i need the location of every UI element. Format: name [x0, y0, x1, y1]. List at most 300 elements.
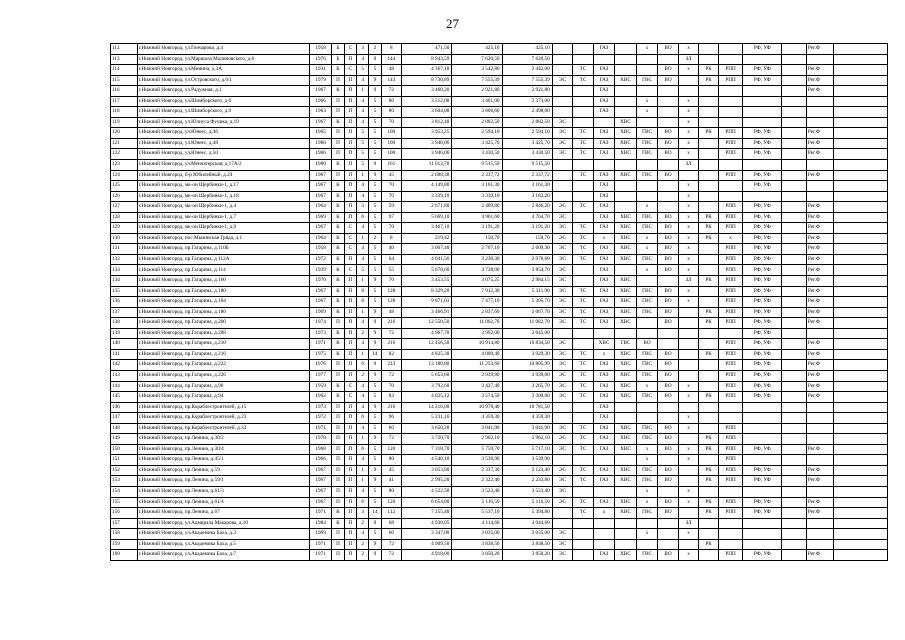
- table-cell: ВО: [658, 423, 679, 434]
- table-cell: К: [332, 86, 344, 97]
- table-cell: 3 161,30: [452, 181, 502, 192]
- table-cell: 4: [356, 455, 368, 466]
- table-cell: 7 555,39: [502, 75, 552, 86]
- table-cell: 1973: [309, 402, 332, 413]
- table-cell: [573, 265, 594, 276]
- table-cell: х: [678, 181, 699, 192]
- table-cell: 70: [381, 117, 402, 128]
- table-cell: 5 305,70: [502, 297, 552, 308]
- row-number-cell: 135: [111, 286, 138, 297]
- table-cell: [743, 434, 782, 445]
- table-cell: [833, 434, 887, 445]
- table-cell: [833, 138, 887, 149]
- table-cell: ГВС: [636, 423, 658, 434]
- table-row: [111, 286, 888, 297]
- table-cell: [743, 413, 782, 424]
- table-cell: Рег.Ф: [806, 349, 833, 360]
- table-row: [111, 149, 888, 160]
- table-cell: РПП: [718, 370, 743, 381]
- table-cell: [782, 318, 807, 329]
- table-cell: [806, 54, 833, 65]
- table-cell: 471,50: [402, 44, 452, 55]
- table-cell: 1965: [309, 128, 332, 139]
- table-row: [111, 413, 888, 424]
- table-cell: [573, 54, 594, 65]
- row-number-cell: 136: [111, 297, 138, 308]
- table-cell: РПП: [718, 149, 743, 160]
- table-cell: РПП: [718, 497, 743, 508]
- table-cell: [615, 181, 637, 192]
- table-cell: П: [344, 423, 356, 434]
- table-cell: 3 347,00: [402, 529, 452, 540]
- table-row: [111, 170, 888, 181]
- row-number-cell: 124: [111, 170, 138, 181]
- table-cell: 72: [381, 539, 402, 550]
- table-cell: П: [344, 128, 356, 139]
- table-cell: [782, 286, 807, 297]
- table-cell: 5: [369, 191, 381, 202]
- table-cell: ТС: [573, 381, 594, 392]
- address-cell: г.Нижний Новгород, пр.Ленина, д.30/4: [137, 444, 309, 455]
- table-cell: ХВС: [615, 434, 637, 445]
- table-cell: 4: [356, 423, 368, 434]
- table-cell: ХВС: [615, 297, 637, 308]
- table-cell: [782, 54, 807, 65]
- table-cell: 5: [369, 117, 381, 128]
- table-cell: РПП: [718, 223, 743, 234]
- table-cell: 1966: [309, 96, 332, 107]
- address-cell: г.Нижний Новгород, мк-он Щербинки-1, д.7: [137, 212, 309, 223]
- table-cell: [636, 65, 658, 76]
- address-cell: г.Нижний Новгород, пр.Гагарина, д.110Б: [137, 244, 309, 255]
- row-number-cell: 125: [111, 181, 138, 192]
- table-cell: Рег.Ф: [806, 254, 833, 265]
- table-cell: [658, 402, 679, 413]
- row-number-cell: 133: [111, 265, 138, 276]
- table-cell: П: [332, 529, 344, 540]
- address-cell: г.Нижний Новгород, пр.Гагарина, д.210: [137, 339, 309, 350]
- table-cell: ГАЗ: [593, 402, 615, 413]
- table-cell: 100: [381, 138, 402, 149]
- table-cell: [615, 65, 637, 76]
- address-cell: г.Нижний Новгород, ул.Шимборского, д.9: [137, 107, 309, 118]
- table-cell: 3 339,10: [452, 191, 502, 202]
- table-cell: П: [344, 413, 356, 424]
- table-cell: 48: [381, 307, 402, 318]
- table-cell: [636, 518, 658, 529]
- table-cell: Рег.Ф: [806, 86, 833, 97]
- address-cell: г.Нижний Новгород, пр.Гагарина, д.180: [137, 286, 309, 297]
- table-cell: ВО: [658, 297, 679, 308]
- table-cell: ГВС: [636, 550, 658, 561]
- table-cell: 80: [381, 107, 402, 118]
- table-cell: 1967: [309, 86, 332, 97]
- table-cell: Рег.Ф: [806, 286, 833, 297]
- table-cell: 1966: [309, 138, 332, 149]
- table-cell: [699, 455, 718, 466]
- table-cell: [658, 86, 679, 97]
- table-cell: РК: [699, 65, 718, 76]
- table-cell: 4 367,10: [402, 65, 452, 76]
- table-cell: ЭС: [552, 75, 573, 86]
- row-number-cell: 145: [111, 392, 138, 403]
- table-cell: х: [636, 486, 658, 497]
- table-cell: 3 191,20: [452, 223, 502, 234]
- table-cell: 11 002,70: [452, 318, 502, 329]
- table-cell: [718, 539, 743, 550]
- table-cell: 9: [369, 518, 381, 529]
- table-cell: 3 161,30: [502, 181, 552, 192]
- table-cell: 4: [356, 191, 368, 202]
- table-cell: Рег.Ф: [806, 550, 833, 561]
- table-cell: ГВС: [615, 339, 637, 350]
- table-row: [111, 434, 888, 445]
- table-cell: РПП: [718, 423, 743, 434]
- table-cell: ВО: [658, 349, 679, 360]
- table-cell: [699, 86, 718, 97]
- table-cell: х: [678, 128, 699, 139]
- table-cell: 1964: [309, 202, 332, 213]
- table-cell: х: [593, 508, 615, 519]
- row-number-cell: 148: [111, 423, 138, 434]
- table-cell: ХВС: [615, 170, 637, 181]
- table-cell: Б: [332, 54, 344, 65]
- table-cell: [806, 529, 833, 540]
- table-cell: ГАЗ: [593, 476, 615, 487]
- table-cell: [636, 413, 658, 424]
- table-cell: П: [344, 455, 356, 466]
- table-cell: [833, 518, 887, 529]
- table-cell: [573, 86, 594, 97]
- address-cell: г.Нижний Новгород, пр.Гагарина, д.112А: [137, 254, 309, 265]
- table-cell: 2 688,38: [402, 170, 452, 181]
- table-cell: 3 453,55: [402, 276, 452, 287]
- address-cell: г.Нижний Новгород, ул.Юнеес, д.50: [137, 149, 309, 160]
- table-cell: 1958: [309, 244, 332, 255]
- table-cell: ЭС: [552, 138, 573, 149]
- table-cell: [718, 181, 743, 192]
- table-cell: [782, 497, 807, 508]
- table-cell: К: [332, 202, 344, 213]
- table-cell: ГВС: [636, 360, 658, 371]
- table-cell: ХВС: [615, 286, 637, 297]
- table-cell: [699, 381, 718, 392]
- table-cell: [552, 191, 573, 202]
- table-cell: [658, 117, 679, 128]
- table-cell: П: [344, 75, 356, 86]
- table-cell: РФ, УФ: [743, 476, 782, 487]
- table-cell: [782, 413, 807, 424]
- table-cell: 2: [356, 370, 368, 381]
- table-cell: [833, 497, 887, 508]
- table-cell: С: [344, 381, 356, 392]
- table-cell: [699, 529, 718, 540]
- table-cell: [615, 96, 637, 107]
- table-cell: ХВС: [615, 476, 637, 487]
- table-cell: [782, 138, 807, 149]
- table-cell: 8 943,59: [402, 54, 452, 65]
- table-cell: ГВС: [636, 75, 658, 86]
- table-cell: 3 035,00: [452, 529, 502, 540]
- table-cell: Рег.Ф: [806, 339, 833, 350]
- table-cell: 4: [356, 244, 368, 255]
- table-cell: ТС: [573, 297, 594, 308]
- table-cell: 1: [356, 434, 368, 445]
- table-cell: ЭС: [552, 128, 573, 139]
- table-cell: ВО: [658, 212, 679, 223]
- table-cell: 128: [381, 286, 402, 297]
- table-cell: [782, 170, 807, 181]
- table-cell: 4 909,50: [402, 539, 452, 550]
- table-cell: П: [344, 529, 356, 540]
- table-cell: х: [678, 486, 699, 497]
- table-cell: ВО: [658, 381, 679, 392]
- table-cell: [782, 360, 807, 371]
- table-cell: П: [332, 128, 344, 139]
- table-cell: К: [332, 191, 344, 202]
- table-cell: 2 322,40: [452, 476, 502, 487]
- table-cell: 3 523,40: [452, 486, 502, 497]
- table-cell: 3 339,10: [402, 191, 452, 202]
- table-cell: 4: [356, 392, 368, 403]
- table-cell: х: [636, 497, 658, 508]
- table-cell: ВО: [658, 370, 679, 381]
- table-cell: П: [332, 486, 344, 497]
- table-cell: [573, 328, 594, 339]
- table-cell: [782, 392, 807, 403]
- table-cell: 120: [381, 497, 402, 508]
- table-cell: х: [593, 349, 615, 360]
- table-cell: [593, 328, 615, 339]
- table-cell: ВО: [658, 318, 679, 329]
- table-cell: 4 540,10: [402, 455, 452, 466]
- table-cell: 7 555,39: [452, 75, 502, 86]
- table-cell: [615, 328, 637, 339]
- table-cell: Рег.Ф: [806, 381, 833, 392]
- table-cell: 12 550,50: [402, 318, 452, 329]
- table-cell: Рег.Ф: [806, 392, 833, 403]
- table-cell: П: [344, 254, 356, 265]
- table-cell: ВО: [658, 170, 679, 181]
- table-cell: ВО: [658, 254, 679, 265]
- table-cell: С: [344, 223, 356, 234]
- table-cell: 2 707,10: [452, 244, 502, 255]
- address-cell: г.Нижний Новгород, пр.Гагарина, д.216: [137, 349, 309, 360]
- table-cell: 1979: [309, 75, 332, 86]
- table-cell: П: [344, 149, 356, 160]
- table-cell: [699, 160, 718, 171]
- table-cell: 1967: [309, 465, 332, 476]
- table-cell: х: [678, 381, 699, 392]
- table-cell: П: [332, 360, 344, 371]
- table-cell: 1: [356, 307, 368, 318]
- row-number-cell: 127: [111, 202, 138, 213]
- table-cell: [636, 191, 658, 202]
- table-cell: ЭС: [552, 149, 573, 160]
- table-cell: [743, 455, 782, 466]
- table-cell: ГАЗ: [593, 181, 615, 192]
- table-cell: 3 265,70: [502, 381, 552, 392]
- table-cell: [833, 539, 887, 550]
- table-cell: [782, 265, 807, 276]
- table-cell: ТС: [573, 149, 594, 160]
- table-cell: РФ, УФ: [743, 244, 782, 255]
- table-cell: РПП: [718, 360, 743, 371]
- table-cell: ВО: [658, 244, 679, 255]
- table-cell: [552, 455, 573, 466]
- table-cell: 1967: [309, 497, 332, 508]
- table-cell: ТС: [573, 233, 594, 244]
- table-row: [111, 86, 888, 97]
- row-number-cell: 120: [111, 128, 138, 139]
- table-cell: РК: [699, 75, 718, 86]
- table-cell: ХВС: [615, 381, 637, 392]
- table-cell: 4 967,70: [402, 328, 452, 339]
- table-cell: ГВС: [636, 476, 658, 487]
- table-cell: 128: [381, 297, 402, 308]
- table-cell: [615, 413, 637, 424]
- table-cell: [552, 107, 573, 118]
- table-cell: РПП: [718, 434, 743, 445]
- table-cell: [658, 413, 679, 424]
- table-cell: 4: [356, 96, 368, 107]
- table-cell: РК: [699, 349, 718, 360]
- table-cell: [658, 518, 679, 529]
- table-cell: ГАЗ: [593, 318, 615, 329]
- table-cell: ВО: [658, 233, 679, 244]
- table-cell: 1966: [309, 149, 332, 160]
- table-cell: 11 002,70: [502, 318, 552, 329]
- table-cell: [782, 202, 807, 213]
- table-cell: х: [678, 497, 699, 508]
- table-cell: К: [332, 244, 344, 255]
- table-cell: РФ, УФ: [743, 360, 782, 371]
- table-cell: [833, 160, 887, 171]
- table-cell: 4 149,80: [402, 181, 452, 192]
- table-cell: 2 921,80: [452, 86, 502, 97]
- table-cell: 2 921,80: [502, 86, 552, 97]
- table-cell: [833, 44, 887, 55]
- row-number-cell: 122: [111, 149, 138, 160]
- table-row: [111, 328, 888, 339]
- table-cell: ЭС: [552, 381, 573, 392]
- table-cell: [573, 160, 594, 171]
- table-cell: ВО: [658, 444, 679, 455]
- table-cell: х: [636, 455, 658, 466]
- table-cell: [743, 54, 782, 65]
- table-row: [111, 181, 888, 192]
- table-cell: Рег.Ф: [806, 318, 833, 329]
- table-cell: 5: [356, 265, 368, 276]
- table-cell: [806, 328, 833, 339]
- table-row: [111, 202, 888, 213]
- table-cell: 2 489,80: [452, 202, 502, 213]
- table-cell: ГВС: [636, 508, 658, 519]
- table-cell: ТС: [573, 138, 594, 149]
- table-cell: К: [332, 381, 344, 392]
- table-cell: [678, 476, 699, 487]
- table-cell: [573, 117, 594, 128]
- table-cell: 5: [356, 128, 368, 139]
- table-cell: [833, 402, 887, 413]
- table-cell: [782, 65, 807, 76]
- table-cell: х: [678, 297, 699, 308]
- table-cell: 5: [369, 381, 381, 392]
- address-cell: г.Нижний Новгород, ул.Менчатерская, д.17А/2: [137, 160, 309, 171]
- table-cell: П: [344, 328, 356, 339]
- table-cell: 4 522,50: [402, 486, 452, 497]
- table-cell: 5 717,10: [502, 444, 552, 455]
- table-cell: [636, 318, 658, 329]
- table-cell: РФ, УФ: [743, 223, 782, 234]
- table-cell: ВО: [658, 465, 679, 476]
- table-cell: РПП: [718, 138, 743, 149]
- table-cell: [699, 244, 718, 255]
- table-cell: [658, 529, 679, 540]
- table-cell: 80: [381, 455, 402, 466]
- table-cell: РПП: [718, 244, 743, 255]
- table-cell: РФ, УФ: [743, 212, 782, 223]
- table-cell: [636, 160, 658, 171]
- table-cell: [782, 486, 807, 497]
- table-cell: [833, 339, 887, 350]
- table-cell: [699, 96, 718, 107]
- table-cell: [636, 402, 658, 413]
- table-cell: РПП: [718, 550, 743, 561]
- table-cell: 1970: [309, 434, 332, 445]
- table-cell: [718, 413, 743, 424]
- table-cell: 9: [369, 339, 381, 350]
- address-cell: г.Нижний Новгород, б-р Юбилейный, д.24: [137, 170, 309, 181]
- table-cell: 5: [369, 223, 381, 234]
- table-cell: 4 359,30: [502, 413, 552, 424]
- table-cell: РК: [699, 223, 718, 234]
- table-cell: ЭС: [552, 349, 573, 360]
- table-cell: [782, 223, 807, 234]
- table-cell: 1977: [309, 370, 332, 381]
- table-cell: 5: [369, 138, 381, 149]
- table-cell: Б: [332, 44, 344, 55]
- table-cell: 70: [381, 181, 402, 192]
- table-cell: ГАЗ: [593, 444, 615, 455]
- table-cell: П: [344, 349, 356, 360]
- table-cell: 3 939,80: [452, 370, 502, 381]
- table-row: [111, 486, 888, 497]
- table-cell: [782, 434, 807, 445]
- table-cell: [833, 370, 887, 381]
- table-cell: 1967: [309, 486, 332, 497]
- table-cell: 4 918,00: [402, 550, 452, 561]
- table-cell: [782, 508, 807, 519]
- table-cell: [833, 455, 887, 466]
- table-cell: ГАЗ: [593, 265, 615, 276]
- table-cell: 2 498,00: [502, 107, 552, 118]
- table-cell: 72: [381, 370, 402, 381]
- row-number-cell: 159: [111, 539, 138, 550]
- table-cell: [573, 96, 594, 107]
- table-cell: 1958: [309, 44, 332, 55]
- table-cell: 1: [356, 170, 368, 181]
- table-cell: ВО: [658, 223, 679, 234]
- table-cell: 2 671,80: [402, 202, 452, 213]
- table-cell: [658, 96, 679, 107]
- table-cell: 2 337,72: [502, 170, 552, 181]
- address-cell: г.Нижний Новгород, пр.Кораблестроителей, д.23: [137, 413, 309, 424]
- table-cell: 4 000,40: [452, 349, 502, 360]
- table-cell: П: [332, 75, 344, 86]
- table-cell: 45: [381, 170, 402, 181]
- table-cell: [636, 539, 658, 550]
